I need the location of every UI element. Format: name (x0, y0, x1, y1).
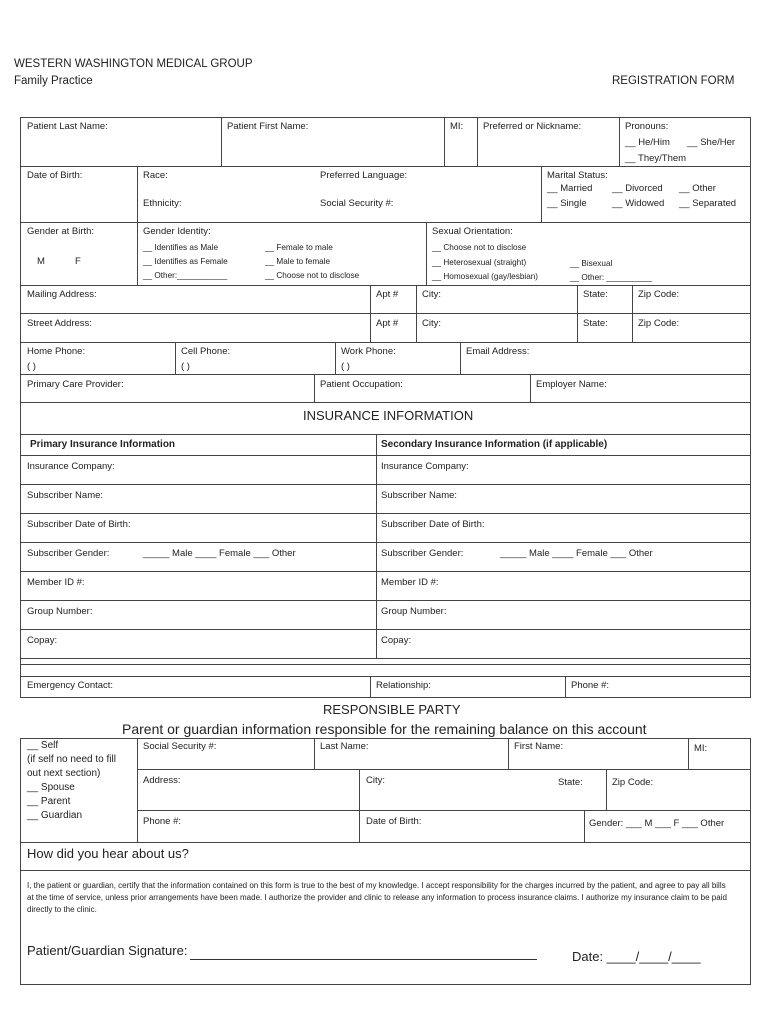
marital-widowed-option[interactable]: __ Widowed (612, 198, 665, 209)
rule (619, 117, 620, 166)
rule (376, 434, 377, 658)
rule (20, 658, 751, 659)
rule (20, 870, 751, 871)
rule (335, 342, 336, 374)
email-label: Email Address: (466, 346, 530, 357)
rule (20, 571, 751, 572)
rule (20, 455, 751, 456)
rule (137, 166, 138, 285)
pronoun-they-option[interactable]: __ They/Them (625, 153, 687, 164)
so-homo-option[interactable]: __ Homosexual (gay/lesbian) (432, 272, 539, 281)
secondary-member-id-label: Member ID #: (381, 577, 439, 588)
rule (477, 117, 478, 166)
secondary-subscriber-name-label: Subscriber Name: (381, 490, 458, 501)
rule (750, 738, 751, 984)
rule (20, 842, 751, 843)
rule (314, 374, 315, 402)
gi-male-option[interactable]: __ Identifies as Male (143, 243, 219, 252)
cell-phone-label: Cell Phone: (181, 346, 231, 357)
signature-line[interactable] (190, 958, 537, 960)
gi-female-option[interactable]: __ Identifies as Female (143, 257, 228, 266)
rule (370, 676, 371, 697)
primary-company-label: Insurance Company: (27, 461, 115, 472)
gi-mtf-option[interactable]: __ Male to female (265, 257, 331, 266)
rule (20, 166, 751, 167)
marital-separated-option[interactable]: __ Separated (679, 198, 737, 209)
responsible-party-subtitle: Parent or guardian information responsible for the remaining balance on this account (122, 721, 647, 737)
rule (606, 769, 607, 810)
marital-single-option[interactable]: __ Single (547, 198, 587, 209)
primary-subscriber-dob-label: Subscriber Date of Birth: (27, 519, 131, 530)
rule (20, 342, 751, 343)
rule (460, 342, 461, 374)
rule (20, 542, 751, 543)
gi-ftm-option[interactable]: __ Female to male (265, 243, 333, 252)
rule (750, 117, 751, 402)
rule (426, 222, 427, 285)
primary-copay-label: Copay: (27, 635, 58, 646)
street-city-label: City: (422, 318, 441, 329)
rule (20, 402, 21, 697)
rule (20, 484, 751, 485)
secondary-copay-label: Copay: (381, 635, 412, 646)
rule (20, 222, 751, 223)
secondary-insurance-heading: Secondary Insurance Information (if applicable) (381, 439, 608, 450)
rule (20, 664, 751, 665)
marital-married-option[interactable]: __ Married (547, 183, 593, 194)
signature-label: Patient/Guardian Signature: (27, 943, 188, 958)
secondary-company-label: Insurance Company: (381, 461, 469, 472)
work-phone-area[interactable]: ( ) (341, 361, 350, 372)
cell-phone-area[interactable]: ( ) (181, 361, 190, 372)
employer-label: Employer Name: (536, 379, 607, 390)
gender-birth-f[interactable]: F (75, 256, 81, 267)
rule (632, 285, 633, 342)
mailing-apt-label: Apt # (376, 289, 399, 300)
mailing-city-label: City: (422, 289, 441, 300)
primary-gender-options[interactable]: _____ Male ____ Female ___ Other (143, 548, 296, 559)
rp-address-label: Address: (143, 775, 181, 786)
rule (175, 342, 176, 374)
rule (20, 285, 751, 286)
rp-state-label: State: (558, 777, 583, 788)
dob-label: Date of Birth: (27, 170, 83, 181)
occupation-label: Patient Occupation: (320, 379, 403, 390)
sexual-orientation-label: Sexual Orientation: (432, 226, 513, 237)
secondary-subscriber-gender-label: Subscriber Gender: (381, 548, 464, 559)
secondary-subscriber-dob-label: Subscriber Date of Birth: (381, 519, 485, 530)
rule (20, 697, 751, 698)
pronouns-label: Pronouns: (625, 121, 669, 132)
rule (221, 117, 222, 166)
gender-identity-label: Gender Identity: (143, 226, 211, 237)
rule (444, 117, 445, 166)
rule (20, 313, 751, 314)
rule (508, 738, 509, 769)
gi-nodisclose-option[interactable]: __ Choose not to disclose (265, 271, 360, 280)
mailing-zip-label: Zip Code: (638, 289, 680, 300)
rp-dob-label: Date of Birth: (366, 816, 422, 827)
gender-birth-m[interactable]: M (37, 256, 45, 267)
marital-divorced-option[interactable]: __ Divorced (612, 183, 663, 194)
emergency-contact-label: Emergency Contact: (27, 680, 114, 691)
pronoun-she-option[interactable]: __ She/Her (687, 137, 736, 148)
rule (577, 285, 578, 342)
gender-at-birth-label: Gender at Birth: (27, 226, 95, 237)
home-phone-area[interactable]: ( ) (27, 361, 36, 372)
rule (541, 166, 542, 222)
rp-self-note-line1: (if self no need to fill (27, 754, 116, 765)
pcp-label: Primary Care Provider: (27, 379, 124, 390)
primary-subscriber-name-label: Subscriber Name: (27, 490, 104, 501)
rp-spouse-option[interactable]: __ Spouse (27, 782, 75, 793)
rule (137, 810, 751, 811)
marital-status-label: Marital Status: (547, 170, 608, 181)
mailing-address-label: Mailing Address: (27, 289, 97, 300)
rule (20, 676, 751, 677)
street-address-label: Street Address: (27, 318, 92, 329)
rp-ssn-label: Social Security #: (143, 741, 217, 752)
mi-label: MI: (450, 121, 464, 132)
patient-last-name-label: Patient Last Name: (27, 121, 108, 132)
date-field[interactable]: Date: ____/____/____ (572, 949, 701, 964)
rule (20, 513, 751, 514)
language-label: Preferred Language: (320, 170, 408, 181)
rp-self-option[interactable]: __ Self (27, 740, 59, 751)
insurance-section-title: INSURANCE INFORMATION (303, 408, 474, 423)
how-did-you-hear-label: How did you hear about us? (27, 846, 189, 861)
primary-group-number-label: Group Number: (27, 606, 93, 617)
rule (530, 374, 531, 402)
rp-self-note-line2: out next section) (27, 768, 101, 779)
street-apt-label: Apt # (376, 318, 399, 329)
rule (314, 738, 315, 769)
rule (20, 629, 751, 630)
primary-member-id-label: Member ID #: (27, 577, 85, 588)
rule (20, 374, 751, 375)
home-phone-label: Home Phone: (27, 346, 86, 357)
mailing-state-label: State: (583, 289, 608, 300)
pronoun-he-option[interactable]: __ He/Him (625, 137, 670, 148)
rp-last-name-label: Last Name: (320, 741, 369, 752)
rule (137, 738, 138, 842)
street-zip-label: Zip Code: (638, 318, 680, 329)
rule (750, 402, 751, 697)
certification-text: I, the patient or guardian, certify that the information contained on this form is true to the best of my knowledge. I accept responsibility for the charges incurred by the patient, and agree to pay all bills at the time of service, unless prior arrangements have been made. I authorize the provider and clinic to release any information to process insurance claims. I authorize my insurance claim to be paid directly to the clinic. (27, 881, 727, 914)
rp-city-label: City: (366, 775, 385, 786)
work-phone-label: Work Phone: (341, 346, 396, 357)
rp-mi-label: MI: (694, 743, 708, 754)
so-bi-option[interactable]: __ Bisexual (570, 259, 613, 268)
rule (20, 984, 751, 985)
relationship-label: Relationship: (376, 680, 431, 691)
rule (137, 769, 751, 770)
nickname-label: Preferred or Nickname: (483, 121, 582, 132)
rule (370, 285, 371, 342)
rule (20, 600, 751, 601)
rule (416, 285, 417, 342)
rule (20, 738, 751, 739)
rule (20, 434, 751, 435)
rule (565, 676, 566, 697)
rp-parent-option[interactable]: __ Parent (27, 796, 71, 807)
primary-insurance-heading: Primary Insurance Information (30, 439, 176, 450)
rp-gender-options[interactable]: Gender: ___ M ___ F ___ Other (589, 818, 725, 829)
rp-zip-label: Zip Code: (612, 777, 654, 788)
so-other-option[interactable]: __ Other: __________ (570, 273, 652, 282)
street-state-label: State: (583, 318, 608, 329)
rule (20, 117, 21, 402)
gi-other-option[interactable]: __ Other:___________ (143, 271, 228, 280)
ethnicity-label: Ethnicity: (143, 198, 182, 209)
marital-other-option[interactable]: __ Other (679, 183, 716, 194)
rp-first-name-label: First Name: (514, 741, 564, 752)
rule (20, 402, 751, 403)
rule (688, 738, 689, 769)
secondary-gender-options[interactable]: _____ Male ____ Female ___ Other (500, 548, 653, 559)
so-nodisclose-option[interactable]: __ Choose not to disclose (432, 243, 527, 252)
rp-phone-label: Phone #: (143, 816, 182, 827)
department-name: Family Practice (14, 75, 93, 87)
form-title: REGISTRATION FORM (612, 75, 735, 87)
emergency-phone-label: Phone #: (571, 680, 610, 691)
rule (359, 769, 360, 842)
race-label: Race: (143, 170, 168, 181)
responsible-party-title: RESPONSIBLE PARTY (323, 702, 461, 717)
ssn-label: Social Security #: (320, 198, 394, 209)
rule (584, 810, 585, 842)
patient-first-name-label: Patient First Name: (227, 121, 309, 132)
org-name: WESTERN WASHINGTON MEDICAL GROUP (14, 58, 253, 70)
primary-subscriber-gender-label: Subscriber Gender: (27, 548, 110, 559)
secondary-group-number-label: Group Number: (381, 606, 447, 617)
rule (20, 738, 21, 984)
so-hetero-option[interactable]: __ Heterosexual (straight) (432, 258, 527, 267)
rule (20, 117, 751, 118)
rp-guardian-option[interactable]: __ Guardian (27, 810, 83, 821)
